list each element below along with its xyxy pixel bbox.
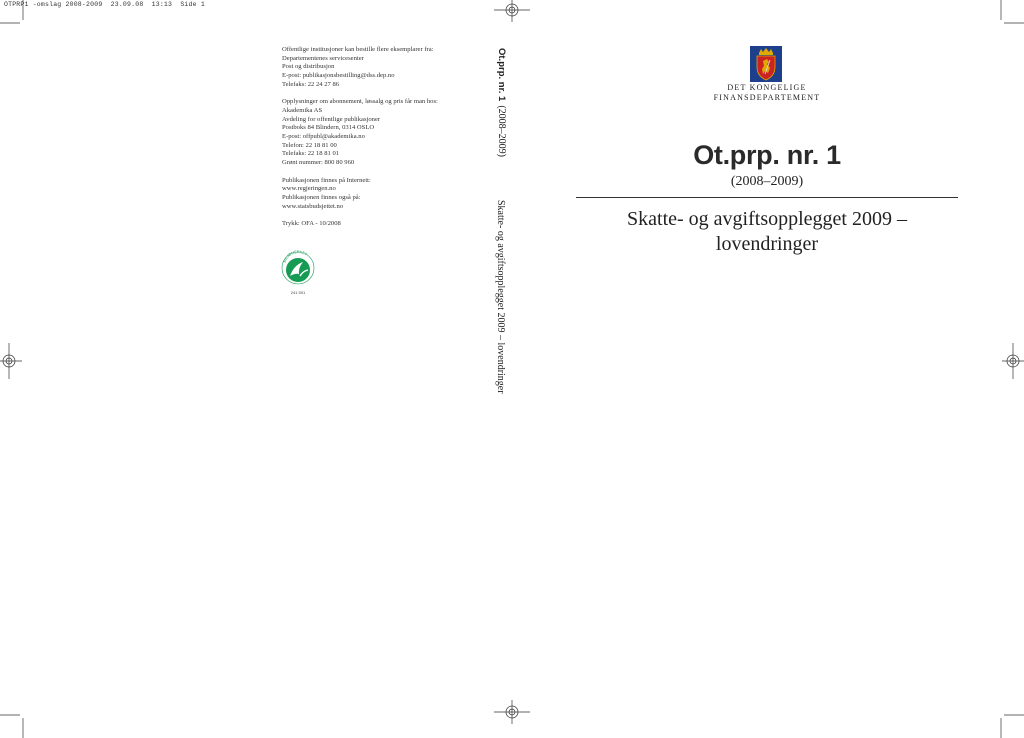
document-year: (2008–2009) (730, 174, 804, 189)
spine-year: (2008–2009) (496, 105, 507, 157)
registration-mark-right (1002, 343, 1024, 379)
document-subtitle: Skatte- og avgiftsopplegget 2009 – lovendringer (627, 208, 907, 255)
ministry-name (697, 83, 837, 103)
ordering-info: Offentlige institusjoner kan bestille flere eksemplarer fra: Departementenes servicesenter Post og distribusjon E-post: publikasjonsbestilling@dss.dep.no Telefaks: 22 24 27 86 (282, 46, 434, 88)
registration-mark-left (0, 343, 22, 379)
spine-subtitle: Skatte- og avgiftsopplegget 2009 – lovendringer (495, 200, 506, 394)
spine-title: Ot.prp. nr. 1 (496, 48, 507, 102)
ecolabel-license-id: 241 591 (290, 290, 306, 295)
spine-subtitle-block (493, 200, 511, 394)
ecolabel-text: MILJØMERKET (282, 249, 308, 264)
document-title: Ot.prp. nr. 1 (693, 140, 841, 170)
nordic-swan-ecolabel-icon (281, 249, 315, 289)
print-info: Trykk: OFA - 10/2008 (282, 220, 341, 228)
spine-title-block (494, 48, 512, 157)
royal-coat-of-arms-icon (750, 46, 782, 82)
registration-mark-bottom (494, 700, 530, 724)
subscription-info: Opplysninger om abonnement, løssalg og pris får man hos: Akademika AS Avdeling for offentlige publikasjoner Postboks 84 Blindern, 0314 OSLO E-post: offpubl@akademika.no Telefon: 22 18 81 00 Telefaks: 22 18 81 01 Grønt nummer: 800 80 960 (282, 98, 438, 167)
print-slug: OTPRP1 -omslag 2008-2009 23.09.08 13:13 Side 1 (4, 1, 205, 8)
registration-mark-top (494, 0, 530, 22)
title-divider (576, 197, 958, 198)
ministry-line-1: DET KONGELIGE (727, 83, 807, 92)
internet-info: Publikasjonen finnes på Internett: www.regjeringen.no Publikasjonen finnes også på: www.statsbudsjettet.no (282, 176, 371, 210)
ministry-line-2: FINANSDEPARTEMENT (713, 93, 821, 102)
back-cover-info (282, 46, 492, 237)
